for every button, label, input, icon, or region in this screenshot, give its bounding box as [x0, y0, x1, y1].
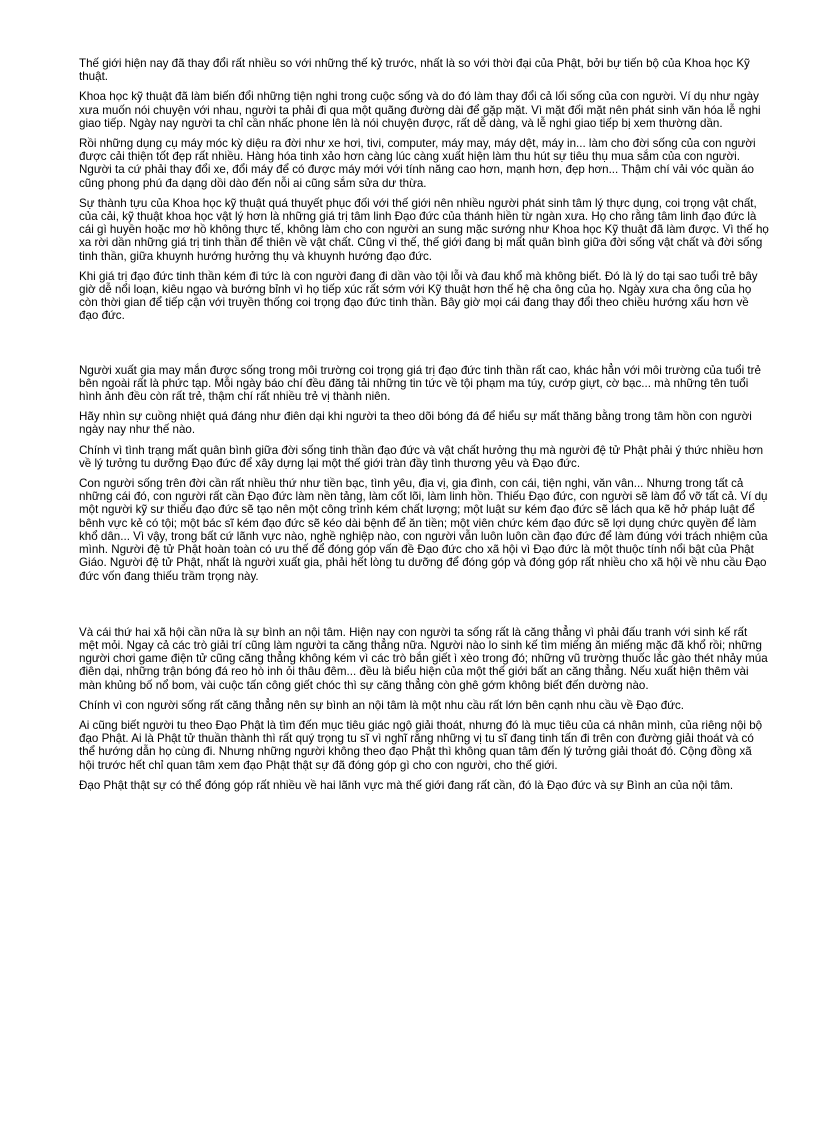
paragraph: Hãy nhìn sự cuồng nhiệt quá đáng như điên dại khi người ta theo dõi bóng đá để hiểu sự mất thăng bằng trong tâm hồn con người ngày nay như thế nào.	[79, 410, 752, 437]
paragraph: Khi giá trị đạo đức tinh thần kém đi tức là con người đang đi dần vào tội lỗi và đau khổ mà không biết. Đó là lý do tại sao tuổi trẻ bây giờ dễ nổi loạn, kiêu ngạo và bướng bỉnh vì họ tiếp xúc rất sớm với Kỹ thuật hơn thế hệ cha ông của họ. Ngày xưa cha ông của họ còn thời gian để tiếp cận với truyền thống coi trọng đạo đức tinh thần. Bây giờ mọi cái đang thay đổi theo chiều hướng xấu hơn về đạo đức.	[79, 269, 758, 323]
paragraph: Và cái thứ hai xã hội cần nữa là sự bình an nội tâm. Hiện nay con người ta sống rất là căng thẳng vì phải đấu tranh với sinh kế rất mệt mỏi. Ngay cả các trò giải trí cũng làm người ta căng thẳng nữa. Người nào lo sinh kế tìm miếng ăn miếng mặc đã khổ rồi; những người chơi game điện tử cũng căng thẳng không kém vì các trò bắn giết ì xèo trong đó; những vũ trường thuốc lắc gào thét nhảy múa điên dại, những trận bóng đá reo hò inh ỏi thâu đêm... đều là biểu hiện của một thế giới bất an căng thẳng. Nếu xuất hiện thêm vài màn khủng bố nổ bom, vài cuộc tấn công giết chóc thì sự căng thẳng còn ghê gớm không biết đến dường nào.	[79, 625, 768, 692]
section-2	[79, 364, 769, 583]
document-body	[79, 57, 769, 799]
paragraph: Khoa học kỹ thuật đã làm biến đổi những tiện nghi trong cuộc sống và do đó làm thay đổi cả lối sống của con người. Ví dụ như ngày xưa muốn nói chuyện với nhau, người ta phải đi qua một quãng đường dài để gặp mặt. Vì mặt đối mặt nên phát sinh văn hóa lễ nghi giao tiếp. Ngày nay người ta chỉ cần nhấc phone lên là nói chuyện được, rất dễ dàng, và lễ nghi giao tiếp bị xem thường dần.	[79, 90, 761, 130]
paragraph: Thế giới hiện nay đã thay đổi rất nhiều so với những thế kỷ trước, nhất là so với thời đại của Phật, bởi bự tiến bộ của Khoa học Kỹ thuật.	[79, 57, 750, 84]
paragraph: Người xuất gia may mắn được sống trong môi trường coi trọng giá trị đạo đức tinh thần rất cao, khác hẳn với môi trường của tuổi trẻ bên ngoài rất là phức tạp. Mỗi ngày báo chí đều đăng tải những tin tức về tội phạm ma túy, cướp giựt, cờ bạc... mà những tên tuổi hình ảnh đều còn rất trẻ, thậm chí rất nhiều trẻ vị thành niên.	[79, 363, 761, 404]
paragraph: Sự thành tựu của Khoa học kỹ thuật quá thuyết phục đối với thế giới nên nhiều người phát sinh tâm lý thực dụng, coi trọng vật chất, của cải, kỹ thuật khoa học vật lý hơn là những giá trị tâm linh Đạo đức của thánh hiền từ ngàn xưa. Họ cho rằng tâm linh đạo đức là cái gì huyền hoặc mơ hồ không thực tế, không làm cho con người an sung mặc sướng như Khoa học Kỹ thuật đã làm được. Vì thế họ xa rời dần những giá trị tinh thần để thiên về vật chất. Cũng vì thế, thế giới đang bị mất quân bình giữa đời sống vật chất và đời sống tinh thần, giữa khuynh hướng hưởng thụ và khuynh hướng đạo đức.	[79, 196, 769, 263]
paragraph: Rồi những dụng cụ máy móc kỳ diệu ra đời như xe hơi, tivi, computer, máy may, máy dệt, máy in... làm cho đời sống của con người được cải thiện tốt đẹp rất nhiều. Hàng hóa tinh xảo hơn càng lúc càng xuất hiện làm thu hút sự tiêu thụ mua sắm của con người. Người ta cứ phải thay đổi xe, đổi máy để có được máy mới với tính năng cao hơn, mạnh hơn, đẹp hơn... Thậm chí vải vóc quần áo cũng phong phú đa dạng dồi dào đến nỗi ai cũng sắm sửa dư thừa.	[79, 137, 756, 190]
section-spacer	[79, 330, 769, 364]
section-1	[79, 57, 769, 323]
section-3	[79, 626, 769, 792]
paragraph: Ai cũng biết người tu theo Đạo Phật là tìm đến mục tiêu giác ngộ giải thoát, nhưng đó là mục tiêu của cá nhân mình, của riêng nội bộ đạo Phật. Ai là Phật tử thuần thành thì rất quý trọng tu sĩ vì nghĩ rằng những vị tu sĩ đang tinh tấn đi trên con đường giải thoát và có thể hướng dẫn họ cùng đi. Nhưng những người không theo đạo Phật thì không quan tâm đến lý tưởng giải thoát đó. Cộng đồng xã hội trước hết chỉ quan tâm xem đạo Phật thật sự đã đóng góp gì cho con người, cho thế giới.	[79, 718, 763, 772]
paragraph: Chính vì tình trạng mất quân bình giữa đời sống tinh thần đạo đức và vật chất hưởng thụ mà người đệ tử Phật phải ý thức nhiều hơn về lý tưởng tu dưỡng Đạo đức để xây dựng lại một thế giới tràn đầy tình thương yêu và Đạo đức.	[79, 443, 764, 470]
paragraph: Con người sống trên đời cần rất nhiều thứ như tiền bạc, tình yêu, địa vị, gia đình, con cái, tiện nghi, văn vân... Nhưng trong tất cả những cái đó, con người rất cần Đạo đức làm nền tảng, làm cốt lõi, làm linh hồn. Thiếu Đạo đức, con người sẽ làm đổ vỡ tất cả. Ví dụ một người kỹ sư thiếu đạo đức sẽ tạo nên một công trình kém chất lượng; một luật sư kém đạo đức sẽ lách qua kẽ hở pháp luật để bênh vực kẻ có tội; một bác sĩ kém đạo đức sẽ kéo dài bệnh để ăn tiền; một viên chức kém đạo đức sẽ lợi dụng chức quyền để làm khổ dân... Vì vậy, trong bất cứ lãnh vực nào, nghề nghiệp nào, con người vẫn luôn luôn cần đạo đức để làm đúng với trách nhiệm của mình. Người đệ tử Phật hoàn toàn có ưu thế để đóng góp vấn đề Đạo đức cho xã hội vì Đạo đức là một thuộc tính nổi bật của Phật Giáo. Người đệ tử Phật, nhất là người xuất gia, phải hết lòng tu dưỡng để đóng góp và đóng góp rất nhiều cho xã hội về nhu cầu Đạo đức vốn đang thiếu trầm trọng này.	[79, 477, 768, 583]
section-spacer	[79, 590, 769, 626]
paragraph: Chính vì con người sống rất căng thẳng nên sự bình an nội tâm là một nhu cầu rất lớn bên cạnh nhu cầu về Đạo đức.	[79, 698, 685, 712]
paragraph: Đạo Phật thật sự có thể đóng góp rất nhiều về hai lãnh vực mà thế giới đang rất cần, đó là Đạo đức và sự Bình an của nội tâm.	[79, 778, 734, 792]
